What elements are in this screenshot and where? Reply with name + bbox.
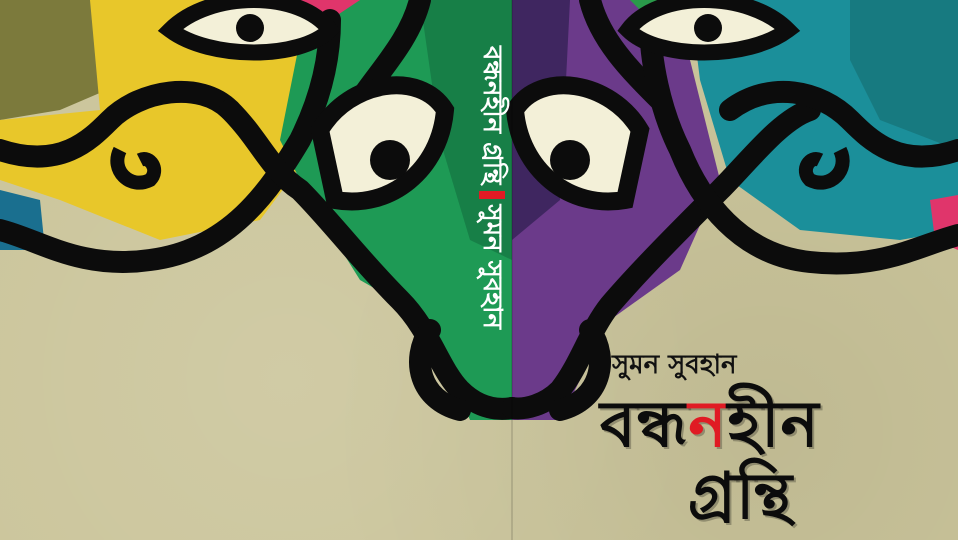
spine-title: বন্ধনহীন গ্রন্থি (477, 46, 507, 185)
eye-icon (170, 0, 330, 53)
title-part-2: হীন (727, 388, 820, 462)
title-part-accent: ন (688, 388, 728, 462)
front-author: সুমন সুবহান (612, 350, 737, 380)
title-part-1: বন্ধ (600, 388, 689, 462)
eye-icon (628, 0, 788, 53)
spine-text (472, 46, 512, 376)
spine-author: সুমন সুবহান (477, 204, 507, 330)
spine-separator (479, 191, 505, 199)
front-title-line2: গ্রন্থি (688, 460, 793, 534)
